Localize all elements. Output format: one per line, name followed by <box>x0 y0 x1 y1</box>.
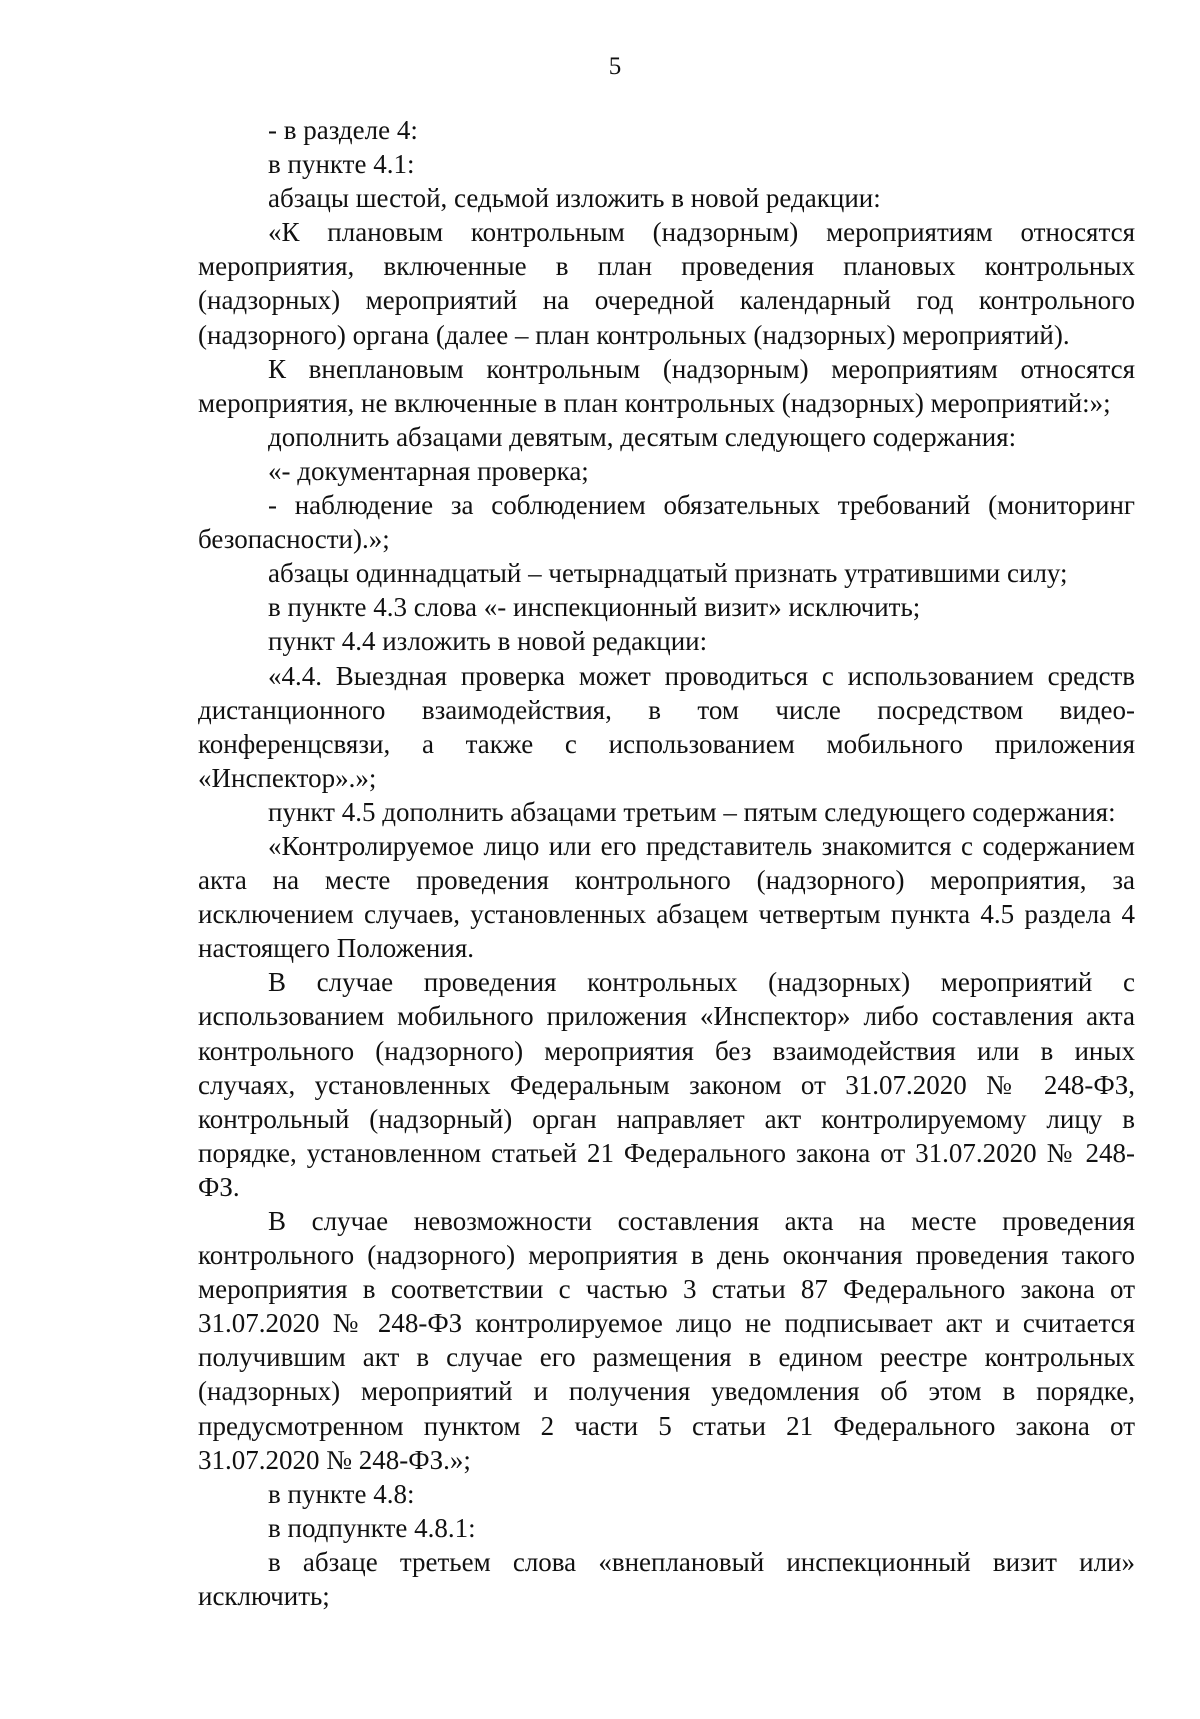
page-number: 5 <box>608 53 622 80</box>
paragraph-monitoring: - наблюдение за соблюдением обязательных требований (мониторинг безопасности).»; <box>198 490 1135 555</box>
paragraph-item-4-4-intro: пункт 4.4 изложить в новой редакции: <box>268 626 708 657</box>
document-body <box>198 113 1135 1613</box>
paragraph-act-familiarization: «Контролируемое лицо или его представитель знакомится с содержанием акта на месте проведения контрольного (надзорного) мероприятия, за исключением случаев, установленных абзацем четвертым пункта 4.5 раздела 4 настоящего Положения. <box>198 830 1135 964</box>
paragraph-act-impossibility: В случае невозможности составления акта на месте проведения контрольного (надзорного) мероприятия в день окончания проведения такого мероприятия в соответствии с частью 3 статьи 87 Федерального закона от 31.07.2020 № 248-ФЗ контролируемое лицо не подписывает акт и считается получившим акт в случае его размещения в едином реестре контрольных (надзорных) мероприятий и получения уведомления об этом в порядке, предусмотренном пунктом 2 части 5 статьи 21 Федерального закона от 31.07.2020 № 248-ФЗ.»; <box>198 1206 1135 1475</box>
paragraph-item-4-1: в пункте 4.1: <box>268 149 415 180</box>
paragraph-planned-measures: «К плановым контрольным (надзорным) мероприятиям относятся мероприятия, включенные в план проведения плановых контрольных (надзорных) мероприятий на очередной календарный год контрольного (надзорного) органа (далее – план контрольных (надзорных) мероприятий). <box>198 217 1135 350</box>
paragraph-unplanned-measures: К внеплановым контрольным (надзорным) мероприятиям относятся мероприятия, не включенные в план контрольных (надзорных) мероприятий:»; <box>198 353 1135 418</box>
paragraph-item-4-8: в пункте 4.8: <box>268 1478 415 1509</box>
paragraph-amend-6-7: абзацы шестой, седьмой изложить в новой редакции: <box>268 183 881 214</box>
paragraph-item-4-5-intro: пункт 4.5 дополнить абзацами третьим – пятым следующего содержания: <box>268 796 1116 827</box>
paragraph-section-4: - в разделе 4: <box>268 115 418 145</box>
paragraph-repeal-11-14: абзацы одиннадцатый – четырнадцатый признать утратившими силу; <box>268 558 1068 589</box>
paragraph-subitem-4-8-1: в подпункте 4.8.1: <box>268 1512 476 1543</box>
paragraph-act-delivery: В случае проведения контрольных (надзорных) мероприятий с использованием мобильного приложения «Инспектор» либо составления акта контрольного (надзорного) мероприятия без взаимодействия или в иных случаях, установленных Федеральным законом от 31.07.2020 № 248-ФЗ, контрольный (надзорный) орган направляет акт контролируемому лицу в порядке, установленном статьей 21 Федерального закона от 31.07.2020 № 248-ФЗ. <box>198 967 1135 1202</box>
paragraph-item-4-4-text: «4.4. Выездная проверка может проводиться с использованием средств дистанционного взаимодействия, в том числе посредством видео-конференцсвязи, а также с использованием мобильного приложения «Инспектор».»; <box>198 660 1135 793</box>
paragraph-documentary-check: «- документарная проверка; <box>268 455 589 486</box>
paragraph-item-4-3: в пункте 4.3 слова «- инспекционный визит» исключить; <box>268 592 921 623</box>
paragraph-add-9-10: дополнить абзацами девятым, десятым следующего содержания: <box>268 421 1017 452</box>
paragraph-exclude-visit: в абзаце третьем слова «внеплановый инспекционный визит или» исключить; <box>198 1546 1135 1612</box>
